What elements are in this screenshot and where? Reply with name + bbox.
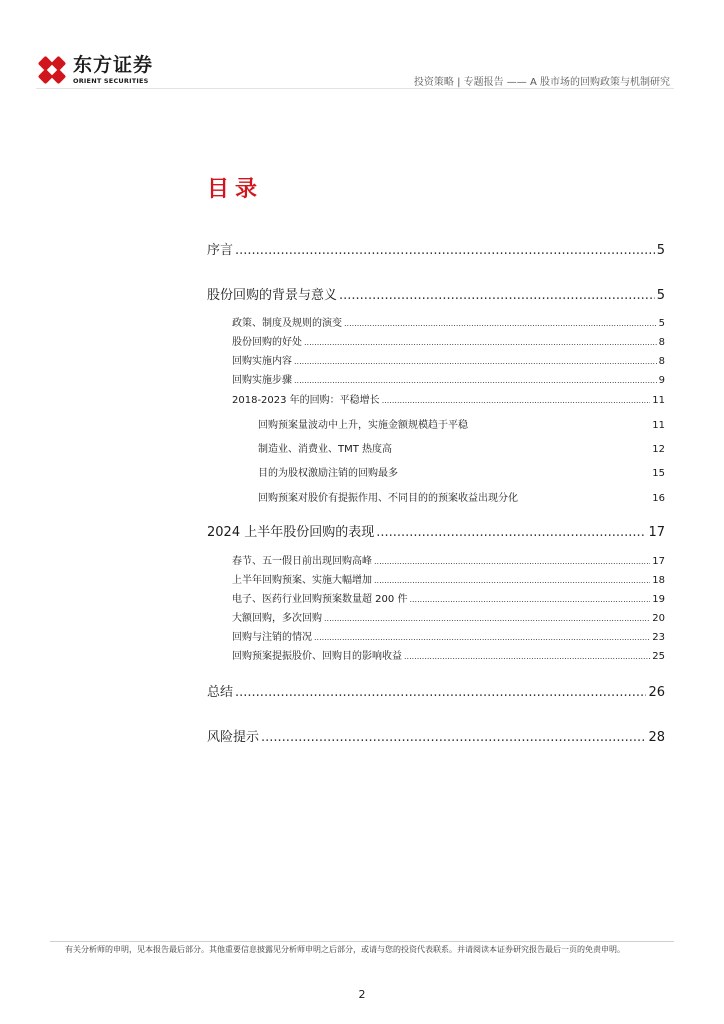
toc-entry[interactable] <box>232 352 665 367</box>
toc-entry-page: 19 <box>652 594 665 605</box>
toc-entry-page: 8 <box>658 337 665 348</box>
toc-entry[interactable] <box>258 464 665 479</box>
toc-leader-dots <box>324 614 650 623</box>
toc-leader-dots <box>314 633 650 642</box>
toc-leader-dots <box>404 652 650 661</box>
toc-entry-page: 18 <box>652 575 665 586</box>
toc-entry-label: 制造业、消费业、TMT 热度高 <box>258 444 393 455</box>
toc-entry-label: 股份回购的好处 <box>232 337 302 348</box>
report-meta: 投资策略 | 专题报告 —— A 股市场的回购政策与机制研究 <box>413 77 670 88</box>
logo-english-name: ORIENT SECURITIES <box>73 76 149 85</box>
toc-entry-label: 政策、制度及规则的演变 <box>232 318 342 329</box>
toc-entry[interactable] <box>232 371 665 386</box>
toc-entry-label: 春节、五一假日前出现回购高峰 <box>232 556 372 567</box>
toc-entry[interactable] <box>258 489 665 504</box>
toc-entry[interactable] <box>232 647 665 662</box>
toc-leader-dots <box>235 243 655 258</box>
toc-entry-page: 26 <box>648 685 665 700</box>
toc-entry-label: 回购实施内容 <box>232 356 292 367</box>
toc-entry-label: 回购预案对股价有提振作用、不同目的的预案收益出现分化 <box>258 493 518 504</box>
toc-leader-dots <box>261 730 646 745</box>
toc-entry-page: 23 <box>652 632 665 643</box>
toc-entry[interactable] <box>232 571 665 586</box>
footer-disclaimer: 有关分析师的申明，见本报告最后部分。其他重要信息披露见分析师申明之后部分，或请与您的投资代表联系。并请阅读本证券研究报告最后一页的免责申明。 <box>65 945 625 954</box>
toc-leader-dots <box>382 396 651 405</box>
toc-entry[interactable] <box>207 521 665 540</box>
toc-leader-dots <box>339 288 655 303</box>
toc-entry-page: 11 <box>652 420 665 431</box>
toc-entry-label: 电子、医药行业回购预案数量超 200 件 <box>232 594 408 605</box>
toc-entry-page: 5 <box>656 243 665 258</box>
toc-entry[interactable] <box>232 333 665 348</box>
toc-entry-page: 12 <box>652 444 665 455</box>
toc-leader-dots <box>294 376 657 385</box>
toc-entry[interactable] <box>232 314 665 329</box>
toc-entry-label: 回购与注销的情况 <box>232 632 312 643</box>
toc-entry[interactable] <box>207 239 665 258</box>
toc-entry[interactable] <box>232 628 665 643</box>
toc-entry-page: 8 <box>658 356 665 367</box>
toc-entry[interactable] <box>232 552 665 567</box>
toc-entry[interactable] <box>258 440 665 455</box>
toc-entry[interactable] <box>232 609 665 624</box>
toc-entry-label: 回购预案提振股价、回购目的影响收益 <box>232 651 402 662</box>
toc-entry[interactable] <box>207 284 665 303</box>
toc-entry-label: 风险提示 <box>207 730 260 745</box>
toc-entry-page: 17 <box>648 525 665 540</box>
toc-leader-dots <box>294 357 657 366</box>
toc-leader-dots <box>304 338 657 347</box>
toc-entry[interactable] <box>258 416 665 431</box>
toc-leader-dots <box>409 595 650 604</box>
toc-entry-label: 总结 <box>207 685 234 700</box>
toc-leader-dots <box>374 557 650 566</box>
toc-entry-page: 5 <box>656 288 665 303</box>
footer-divider <box>50 941 674 942</box>
toc-entry-page: 17 <box>652 556 665 567</box>
toc-entry-label: 回购实施步骤 <box>232 375 292 386</box>
toc-entry-label: 序言 <box>207 243 234 258</box>
toc-entry-page: 11 <box>652 395 665 406</box>
toc-entry-label: 2018-2023 年的回购：平稳增长 <box>232 395 380 406</box>
toc-entry-page: 15 <box>652 468 665 479</box>
toc-entry-label: 目的为股权激励注销的回购最多 <box>258 468 398 479</box>
toc-entry-page: 28 <box>648 730 665 745</box>
toc-entry[interactable] <box>207 681 665 700</box>
page-number: 2 <box>358 988 366 1001</box>
toc-entry-page: 16 <box>652 493 665 504</box>
toc-entry-page: 20 <box>652 613 665 624</box>
toc-entry-label: 大额回购，多次回购 <box>232 613 322 624</box>
toc-leader-dots <box>235 685 646 700</box>
toc-entry-label: 上半年回购预案、实施大幅增加 <box>232 575 372 586</box>
toc-entry-page: 5 <box>658 318 665 329</box>
toc-entry[interactable] <box>207 726 665 745</box>
toc-entry[interactable] <box>232 391 665 406</box>
toc-entry-label: 2024 上半年股份回购的表现 <box>207 525 375 540</box>
toc-title: 目录 <box>207 177 264 202</box>
toc-leader-dots <box>374 576 650 585</box>
logo-chinese-name: 东方证券 <box>73 53 154 76</box>
toc-leader-dots <box>344 319 657 328</box>
toc-entry-page: 25 <box>652 651 665 662</box>
toc-entry[interactable] <box>232 590 665 605</box>
toc-leader-dots <box>376 525 646 540</box>
toc-entry-label: 股份回购的背景与意义 <box>207 288 338 303</box>
toc-entry-page: 9 <box>658 375 665 386</box>
toc-entry-label: 回购预案量波动中上升，实施金额规模趋于平稳 <box>258 420 468 431</box>
